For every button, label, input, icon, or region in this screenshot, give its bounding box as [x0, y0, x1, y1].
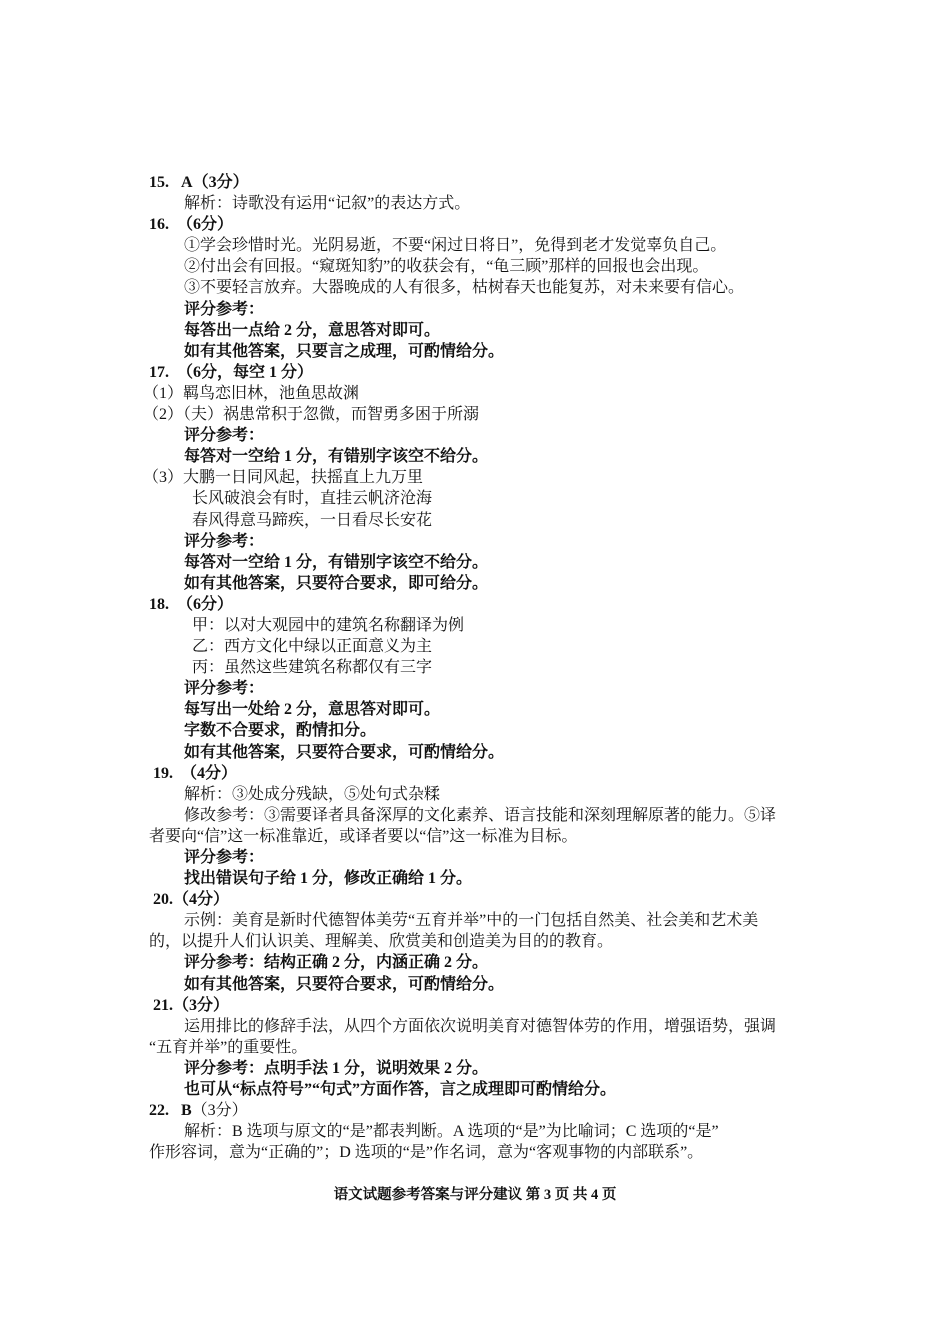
question-answer: B	[181, 1102, 192, 1120]
question-header	[149, 594, 809, 615]
question-header	[149, 889, 809, 910]
question-score: （3分）	[173, 996, 230, 1014]
question-score: （3分）	[192, 174, 249, 191]
scoring-note: 评分参考：	[184, 849, 265, 866]
scoring-note: 也可从“标点符号”“句式”方面作答，言之成理即可酌情给分。	[184, 1081, 617, 1099]
answer-line: “五育并举”的重要性。	[149, 1038, 308, 1056]
scoring-note: 每答出一点给 2 分，意思答对即可。	[184, 321, 441, 339]
question-21	[149, 995, 809, 1100]
answer-line: 乙：西方文化中绿以正面意义为主	[192, 638, 433, 656]
question-15	[149, 172, 809, 214]
answer-line: （2）（夫）祸患常积于忽微，而智勇多困于所溺	[143, 406, 480, 424]
question-number: 21.	[153, 996, 173, 1014]
question-number: 20.	[153, 891, 173, 909]
answer-line: 修改参考：③需要译者具备深厚的文化素养、语言技能和深刻理解原著的能力。⑤译	[184, 806, 777, 824]
scoring-note: 如有其他答案，只要符合要求，可酌情给分。	[184, 975, 505, 993]
answer-line: 春风得意马蹄疾，一日看尽长安花	[192, 511, 433, 529]
question-answer: A	[181, 174, 193, 191]
answer-line: 示例：美育是新时代德智体美劳“五育并举”中的一门包括自然美、社会美和艺术美	[184, 912, 759, 930]
question-header	[149, 763, 809, 784]
question-18	[149, 594, 809, 763]
question-19	[149, 763, 809, 890]
answer-line: 丙：虽然这些建筑名称都仅有三字	[192, 659, 433, 677]
scoring-note: 字数不合要求，酌情扣分。	[184, 722, 377, 740]
scoring-note: 每答对一空给 1 分，有错别字该空不给分。	[184, 553, 489, 571]
scoring-note: 如有其他答案，只要符合要求，可酌情给分。	[184, 743, 505, 761]
question-header	[149, 362, 809, 383]
question-20	[149, 889, 809, 994]
answer-line: 的，以提升人们认识美、理解美、欣赏美和创造美为目的的教育。	[149, 933, 614, 951]
scoring-note: 每答对一空给 1 分，有错别字该空不给分。	[184, 448, 489, 466]
question-number: 22.	[149, 1102, 169, 1120]
question-header	[149, 1100, 809, 1121]
answer-line: 解析：③处成分残缺，⑤处句式杂糅	[184, 785, 441, 803]
question-score: （4分）	[181, 764, 238, 782]
question-header	[149, 995, 809, 1016]
page-footer: 语文试题参考答案与评分建议 第 3 页 共 4 页	[333, 1187, 617, 1203]
scoring-note: 评分参考：	[184, 532, 265, 550]
answer-line: （3）大鹏一日同风起，扶摇直上九万里	[143, 469, 424, 487]
scoring-note: 如有其他答案，只要符合要求，即可给分。	[184, 574, 489, 592]
question-number: 19.	[153, 764, 173, 782]
scoring-note: 评分参考：结构正确 2 分，内涵正确 2 分。	[184, 954, 489, 972]
answer-line: 解析：B 选项与原文的“是”都表判断。A 选项的“是”为比喻词；C 选项的“是”	[184, 1123, 719, 1141]
question-score: （6分，每空 1 分）	[177, 363, 314, 381]
question-number: 16.	[149, 216, 169, 234]
question-number: 18.	[149, 595, 169, 613]
question-number: 17.	[149, 363, 169, 381]
question-score: （3分）	[191, 1102, 248, 1120]
question-number: 15.	[149, 174, 169, 191]
scoring-note: 找出错误句子给 1 分，修改正确给 1 分。	[184, 870, 473, 888]
scoring-note: 评分参考：	[184, 300, 265, 318]
question-score: （6分）	[177, 595, 234, 613]
scoring-note: 如有其他答案，只要言之成理，可酌情给分。	[184, 342, 505, 360]
question-16	[149, 214, 809, 362]
answer-line: 解析：诗歌没有运用“记叙”的表达方式。	[184, 195, 471, 213]
scoring-note: 每写出一处给 2 分，意思答对即可。	[184, 701, 441, 719]
question-17	[143, 362, 809, 594]
answer-line: （1）羁鸟恋旧林，池鱼思故渊	[143, 384, 360, 402]
question-header	[149, 172, 809, 193]
scoring-note: 评分参考：点明手法 1 分，说明效果 2 分。	[184, 1059, 489, 1077]
scoring-note: 评分参考：	[184, 427, 265, 445]
answer-key-document	[143, 172, 809, 1163]
question-score: （6分）	[177, 216, 234, 234]
answer-line: 长风破浪会有时，直挂云帆济沧海	[192, 490, 433, 508]
scoring-note: 评分参考：	[184, 680, 265, 698]
answer-line: 运用排比的修辞手法，从四个方面依次说明美育对德智体劳的作用，增强语势，强调	[184, 1017, 777, 1035]
answer-line: ②付出会有回报。“窥斑知豹”的收获会有，“龟三顾”那样的回报也会出现。	[184, 258, 709, 276]
answer-line: ①学会珍惜时光。光阴易逝，不要“闲过日将日”，免得到老才发觉辜负自己。	[184, 237, 727, 255]
question-score: （4分）	[173, 891, 230, 909]
question-22	[149, 1100, 809, 1163]
answer-line: 作形容词，意为“正确的”；D 选项的“是”作名词，意为“客观事物的内部联系”。	[149, 1144, 704, 1162]
answer-line: ③不要轻言放弃。大器晚成的人有很多，枯树春天也能复苏，对未来要有信心。	[184, 279, 745, 297]
answer-line: 者要向“信”这一标准靠近，或译者要以“信”这一标准为目标。	[149, 827, 578, 845]
question-header	[149, 214, 809, 235]
answer-line: 甲：以对大观园中的建筑名称翻译为例	[192, 616, 465, 634]
